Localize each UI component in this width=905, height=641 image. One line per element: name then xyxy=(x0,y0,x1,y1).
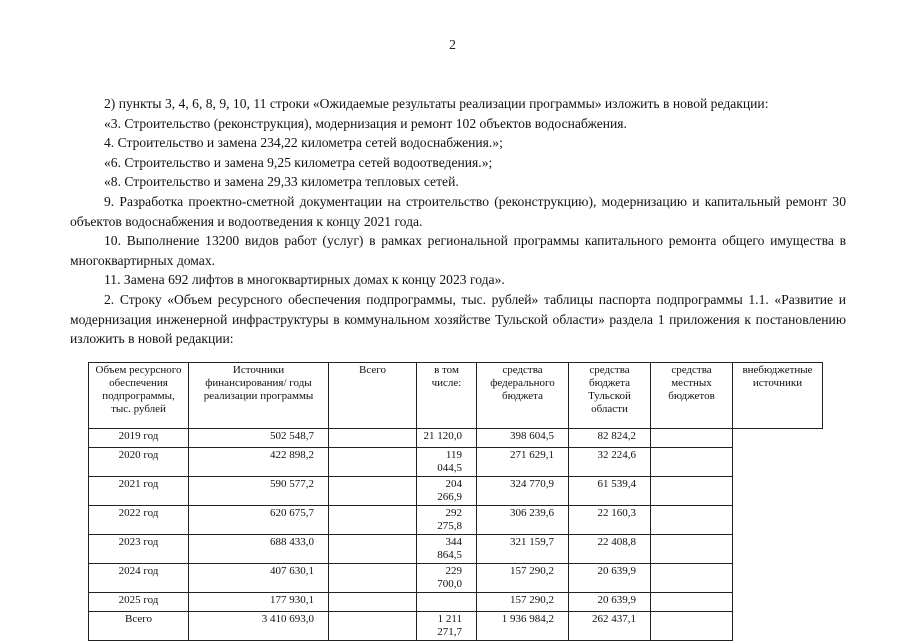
cell-total: 3 410 693,0 xyxy=(189,612,329,641)
including-cell xyxy=(329,477,417,506)
cell-extra xyxy=(651,612,733,641)
paragraph: «3. Строительство (реконструкция), модернизация и ремонт 102 объектов водоснабжения. xyxy=(104,115,627,131)
table-row xyxy=(89,535,823,564)
cell-regional: 271 629,1 xyxy=(477,448,569,477)
cell-regional: 306 239,6 xyxy=(477,506,569,535)
cell-local: 20 639,9 xyxy=(569,593,651,612)
cell-local: 262 437,1 xyxy=(569,612,651,641)
cell-extra xyxy=(651,564,733,593)
row-label: 2020 год xyxy=(89,448,189,477)
cell-federal: 21 120,0 xyxy=(417,429,477,448)
table-header-row xyxy=(89,363,823,429)
cell-federal: 119 044,5 xyxy=(417,448,477,477)
including-cell xyxy=(329,506,417,535)
including-cell xyxy=(329,429,417,448)
cell-total: 620 675,7 xyxy=(189,506,329,535)
paragraph: 2) пункты 3, 4, 6, 8, 9, 10, 11 строки «Ожидаемые результаты реализации программы» изложить в новой редакции: xyxy=(104,96,769,111)
cell-local: 20 639,9 xyxy=(569,564,651,593)
cell-federal: 229 700,0 xyxy=(417,564,477,593)
cell-total: 688 433,0 xyxy=(189,535,329,564)
cell-extra xyxy=(651,477,733,506)
header-local: средства местных бюджетов xyxy=(651,363,733,429)
row-label: Всего xyxy=(89,612,189,641)
header-including: в том числе: xyxy=(417,363,477,429)
cell-regional: 398 604,5 xyxy=(477,429,569,448)
row-label: 2021 год xyxy=(89,477,189,506)
table-row xyxy=(89,448,823,477)
table-row xyxy=(89,612,823,641)
paragraph: 9. Разработка проектно-сметной документации на строительство (реконструкцию), модернизацию и капитальный ремонт 30 объектов водоснабжения и водоотведения к концу 2021 года. xyxy=(70,193,846,229)
cell-total: 502 548,7 xyxy=(189,429,329,448)
table-row xyxy=(89,429,823,448)
cell-regional: 157 290,2 xyxy=(477,593,569,612)
row-label: 2022 год xyxy=(89,506,189,535)
table-row xyxy=(89,593,823,612)
including-cell xyxy=(329,593,417,612)
cell-extra xyxy=(651,448,733,477)
cell-regional: 324 770,9 xyxy=(477,477,569,506)
cell-total: 407 630,1 xyxy=(189,564,329,593)
cell-total: 590 577,2 xyxy=(189,477,329,506)
header-total: Всего xyxy=(329,363,417,429)
cell-local: 61 539,4 xyxy=(569,477,651,506)
paragraph: «6. Строительство и замена 9,25 километра сетей водоотведения.»; xyxy=(104,154,493,170)
paragraph: 11. Замена 692 лифтов в многоквартирных домах к концу 2023 года». xyxy=(104,272,505,288)
cell-extra xyxy=(651,429,733,448)
header-extra: внебюджетные источники xyxy=(733,363,823,429)
row-label: 2025 год xyxy=(89,593,189,612)
table-row xyxy=(89,477,823,506)
cell-total: 177 930,1 xyxy=(189,593,329,612)
cell-local: 22 408,8 xyxy=(569,535,651,564)
cell-federal: 292 275,8 xyxy=(417,506,477,535)
cell-local: 82 824,2 xyxy=(569,429,651,448)
paragraph: 10. Выполнение 13200 видов работ (услуг) в рамках региональной программы капитального ремонта общего имущества в многоквартирных домах. xyxy=(70,233,846,268)
header-sources: Источники финансирования/ годы реализации программы xyxy=(189,363,329,429)
cell-federal: 1 211 271,7 xyxy=(417,612,477,641)
cell-extra xyxy=(651,593,733,612)
cell-local: 32 224,6 xyxy=(569,448,651,477)
including-cell xyxy=(329,612,417,641)
document-body xyxy=(70,94,846,349)
cell-regional: 321 159,7 xyxy=(477,535,569,564)
row-label: 2023 год xyxy=(89,535,189,564)
cell-federal: 204 266,9 xyxy=(417,477,477,506)
paragraph: 4. Строительство и замена 234,22 километра сетей водоснабжения.»; xyxy=(104,135,503,151)
paragraph: «8. Строительство и замена 29,33 километра тепловых сетей. xyxy=(104,174,459,190)
header-regional: средства бюджета Тульской области xyxy=(569,363,651,429)
page-number: 2 xyxy=(449,38,456,53)
funding-table xyxy=(88,362,823,641)
table-row xyxy=(89,564,823,593)
cell-local: 22 160,3 xyxy=(569,506,651,535)
row-label: 2024 год xyxy=(89,564,189,593)
including-cell xyxy=(329,564,417,593)
table-subject-cell: Объем ресурсного обеспечения подпрограммы, тыс. рублей xyxy=(89,363,189,429)
paragraph: 2. Строку «Объем ресурсного обеспечения подпрограммы, тыс. рублей» таблицы паспорта подпрограммы 1.1. «Развитие и модернизация инженерной инфраструктуры в коммунальном хозяйстве Тульской области» раздела 1 приложения к постановлению изложить в новой редакции: xyxy=(70,291,846,347)
cell-regional: 1 936 984,2 xyxy=(477,612,569,641)
cell-total: 422 898,2 xyxy=(189,448,329,477)
including-cell xyxy=(329,448,417,477)
cell-regional: 157 290,2 xyxy=(477,564,569,593)
cell-federal xyxy=(417,593,477,612)
including-cell xyxy=(329,535,417,564)
cell-federal: 344 864,5 xyxy=(417,535,477,564)
row-label: 2019 год xyxy=(89,429,189,448)
cell-extra xyxy=(651,506,733,535)
header-federal: средства федерального бюджета xyxy=(477,363,569,429)
cell-extra xyxy=(651,535,733,564)
table-row xyxy=(89,506,823,535)
